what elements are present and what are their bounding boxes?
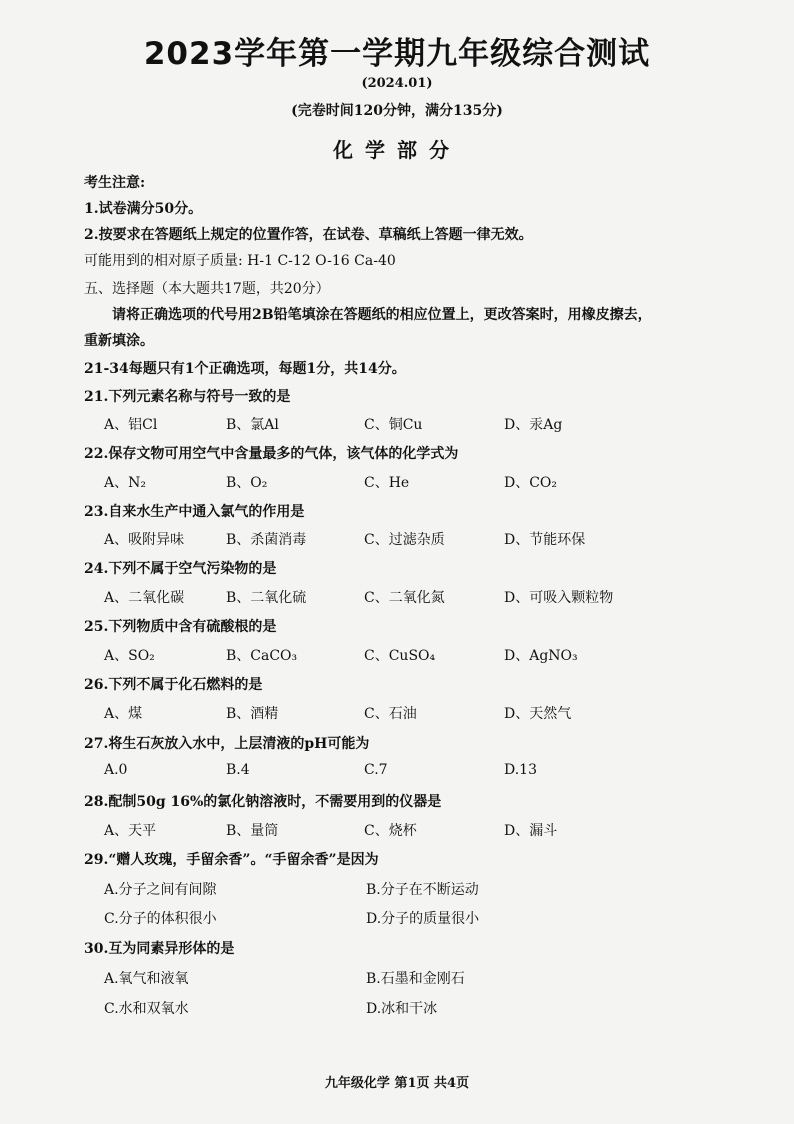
part5-instruction-1: 请将正确选项的代号用2B铅笔填涂在答题纸的相应位置上，更改答案时，用橡皮擦去， — [112, 307, 652, 323]
question-30-option-b: B.石墨和金刚石 — [366, 971, 465, 987]
question-27-stem: 27.将生石灰放入水中，上层清液的pH可能为 — [84, 736, 370, 752]
question-21-option-d: D、汞Ag — [504, 417, 563, 433]
question-22-option-a: A、N₂ — [104, 475, 146, 491]
question-30-option-a: A.氧气和液氧 — [104, 971, 189, 987]
question-26-option-d: D、天然气 — [504, 706, 572, 722]
question-28-option-c: C、烧杯 — [364, 823, 417, 839]
notice-item-2: 2.按要求在答题纸上规定的位置作答，在试卷、草稿纸上答题一律无效。 — [84, 227, 533, 243]
question-30-option-c: C.水和双氧水 — [104, 1001, 189, 1017]
question-23-option-c: C、过滤杂质 — [364, 532, 445, 548]
atomic-masses: 可能用到的相对原子质量: H-1 C-12 O-16 Ca-40 — [84, 253, 396, 269]
exam-date: (2024.01) — [361, 76, 433, 91]
question-26-stem: 26.下列不属于化石燃料的是 — [84, 677, 263, 693]
question-29-option-b: B.分子在不断运动 — [366, 882, 479, 898]
question-24-option-d: D、可吸入颗粒物 — [504, 590, 614, 606]
page-footer: 九年级化学 第1页 共4页 — [324, 1076, 470, 1091]
question-29-option-d: D.分子的质量很小 — [366, 911, 480, 927]
question-30-stem: 30.互为同素异形体的是 — [84, 941, 235, 957]
question-23-stem: 23.自来水生产中通入氯气的作用是 — [84, 504, 305, 520]
question-28-stem: 28.配制50g 16%的氯化钠溶液时，不需要用到的仪器是 — [84, 794, 442, 810]
question-25-stem: 25.下列物质中含有硫酸根的是 — [84, 619, 277, 635]
question-21-stem: 21.下列元素名称与符号一致的是 — [84, 389, 291, 405]
question-27-option-d: D.13 — [504, 762, 537, 778]
exam-timing: (完卷时间120分钟，满分135分) — [291, 103, 503, 119]
question-22-stem: 22.保存文物可用空气中含量最多的气体，该气体的化学式为 — [84, 446, 459, 462]
question-25-option-c: C、CuSO₄ — [364, 648, 436, 664]
part5-instruction-2: 重新填涂。 — [84, 333, 154, 349]
question-25-option-b: B、CaCO₃ — [226, 648, 298, 664]
question-26-option-c: C、石油 — [364, 706, 417, 722]
question-29-option-c: C.分子的体积很小 — [104, 911, 217, 927]
question-30-option-d: D.冰和干冰 — [366, 1001, 438, 1017]
question-24-stem: 24.下列不属于空气污染物的是 — [84, 561, 277, 577]
question-28-option-d: D、漏斗 — [504, 823, 558, 839]
question-25-option-d: D、AgNO₃ — [504, 648, 578, 664]
part5-subheading: 21-34每题只有1个正确选项，每题1分，共14分。 — [84, 361, 406, 377]
question-27-option-c: C.7 — [364, 762, 388, 778]
question-21-option-b: B、氯Al — [226, 417, 279, 433]
part5-heading: 五、选择题（本大题共17题，共20分） — [84, 281, 330, 297]
question-24-option-c: C、二氧化氮 — [364, 590, 445, 606]
notice-item-1: 1.试卷满分50分。 — [84, 201, 203, 217]
question-24-option-a: A、二氧化碳 — [104, 590, 185, 606]
question-22-option-c: C、He — [364, 475, 410, 491]
question-29-stem: 29.“赠人玫瑰，手留余香”。“手留余香”是因为 — [84, 852, 379, 868]
exam-title: 2023学年第一学期九年级综合测试 — [143, 36, 651, 72]
question-23-option-b: B、杀菌消毒 — [226, 532, 307, 548]
question-28-option-b: B、量筒 — [226, 823, 279, 839]
question-21-option-c: C、铜Cu — [364, 417, 423, 433]
question-25-option-a: A、SO₂ — [104, 648, 155, 664]
notice-heading: 考生注意: — [84, 175, 146, 191]
question-27-option-a: A.0 — [104, 762, 128, 778]
question-26-option-b: B、酒精 — [226, 706, 279, 722]
question-26-option-a: A、煤 — [104, 706, 143, 722]
question-28-option-a: A、天平 — [104, 823, 157, 839]
question-23-option-a: A、吸附异味 — [104, 532, 185, 548]
question-24-option-b: B、二氧化硫 — [226, 590, 307, 606]
section-title: 化学部分 — [333, 138, 461, 162]
question-29-option-a: A.分子之间有间隙 — [104, 882, 217, 898]
question-27-option-b: B.4 — [226, 762, 250, 778]
question-22-option-b: B、O₂ — [226, 475, 268, 491]
question-22-option-d: D、CO₂ — [504, 475, 558, 491]
question-21-option-a: A、铝Cl — [104, 417, 158, 433]
question-23-option-d: D、节能环保 — [504, 532, 586, 548]
